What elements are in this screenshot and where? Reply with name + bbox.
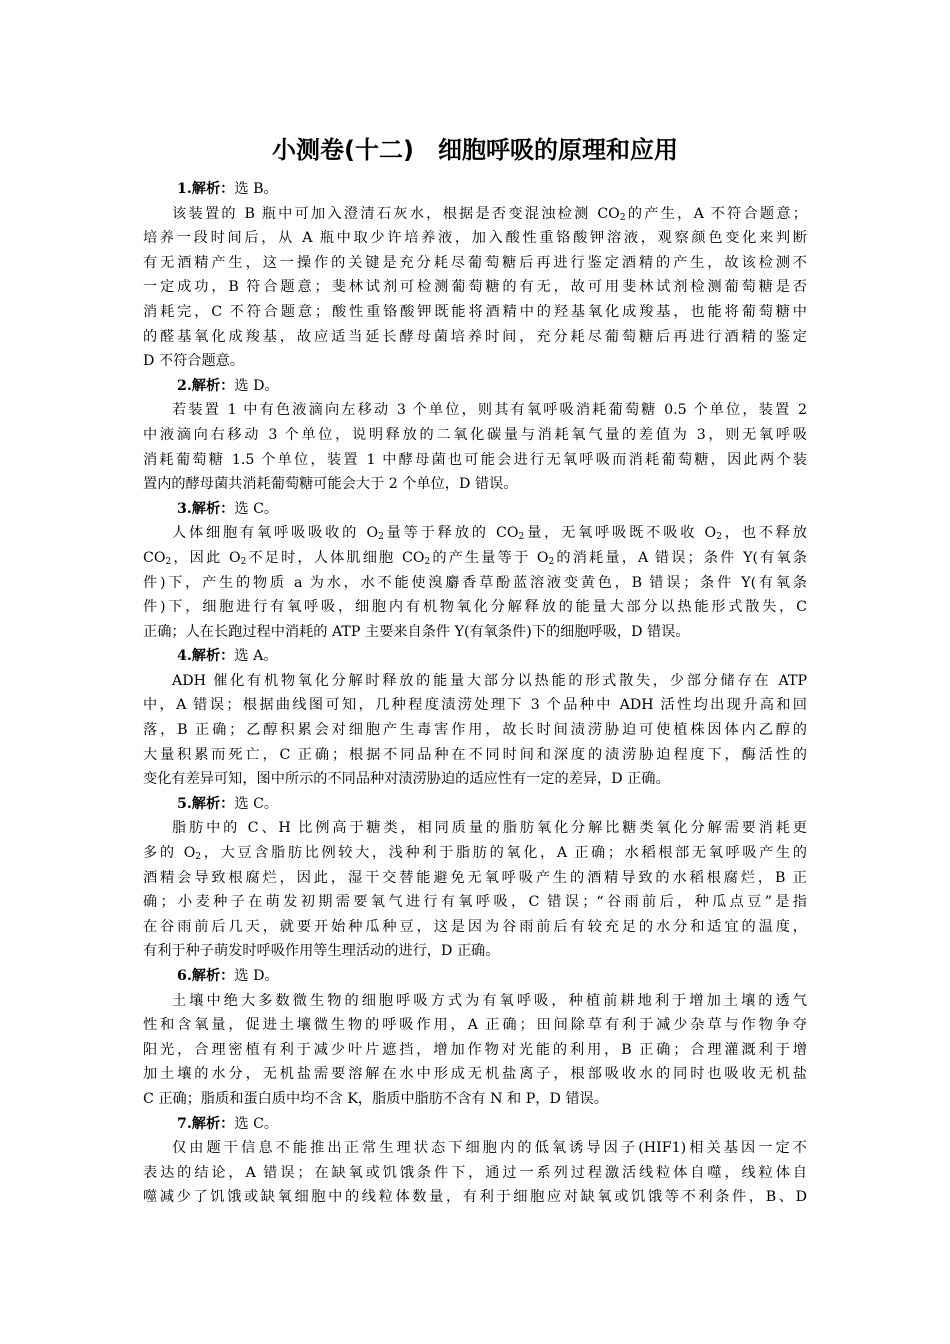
section-answer: 选 B。 — [234, 181, 278, 197]
paragraph-line: 的醛基氧化成羧基，故应适当延长酵母菌培养时间，充分耗尽葡萄糖后再进行酒精的鉴定 — [143, 328, 807, 345]
section-heading: 2.解析： — [177, 377, 235, 394]
answer-section — [143, 964, 807, 1112]
paragraph-line: 一定成功，B 符合题意；斐林试剂可检测葡萄糖的有无，故可用斐林试剂检测葡萄糖是否 — [143, 279, 807, 296]
section-heading-line — [143, 964, 807, 989]
paragraph-line: 酒精会导致根腐烂，因此，湿干交替能避免无氧呼吸产生的酒精导致的水稻根腐烂，B 正 — [143, 869, 807, 886]
section-heading-line — [143, 374, 807, 399]
section-answer: 选 C。 — [234, 1115, 279, 1132]
paragraph-line: 有利于种子萌发时呼吸作用等生理活动的进行，D 正确。 — [143, 943, 500, 960]
paragraph-line: 变化有差异可知，图中所示的不同品种对渍涝胁迫的适应性有一定的差异，D 正确。 — [143, 771, 670, 788]
paragraph-line: 消耗葡萄糖 1.5 个单位，装置 1 中酵母菌也可能会进行无氧呼吸而消耗葡萄糖，因此两个装 — [143, 451, 807, 468]
paragraph-line: 土壤中绝大多数微生物的细胞呼吸方式为有氧呼吸，种植前耕地利于增加土壤的透气 — [172, 992, 807, 1009]
paragraph-line: 有无酒精产生，这一操作的关键是充分耗尽葡萄糖后再进行鉴定酒精的产生，故该检测不 — [143, 254, 807, 271]
section-answer: 选 D。 — [234, 968, 279, 984]
answer-section — [143, 497, 807, 645]
paragraph-line: D 不符合题意。 — [143, 353, 245, 370]
paragraph-line: 若装置 1 中有色液滴向左移动 3 个单位，则其有氧呼吸消耗葡萄糖 0.5 个单位，装置 2 — [172, 402, 807, 419]
paragraph-line: 人体细胞有氧呼吸吸收的 $O_2$量等于释放的 $CO_2$量，无氧呼吸既不吸收 $O_2$，也不释放 — [172, 525, 807, 543]
paragraph-line: 置内的酵母菌共消耗葡萄糖可能会大于 2 个单位，D 错误。 — [143, 476, 518, 493]
answer-content — [143, 177, 807, 1210]
section-answer: 选 D。 — [234, 377, 279, 394]
section-heading-line — [143, 177, 807, 202]
paragraph-line: 多的 $O_2$，大豆含脂肪比例较大，浅种利于脂肪的氧化，A 正确；水稻根部无氧呼吸产生的 — [143, 845, 807, 863]
paragraph-line: 性和含氧量，促进土壤微生物的呼吸作用，A 正确；田间除草有利于减少杂草与作物争夺 — [143, 1017, 807, 1034]
paragraph-line: C 正确；脂质和蛋白质中均不含 K，脂质中脂肪不含有 N 和 P，D 错误。 — [143, 1090, 608, 1107]
paragraph-line: 仅由题干信息不能推出正常生理状态下细胞内的低氧诱导因子(HIF1)相关基因一定不 — [172, 1140, 807, 1157]
answer-section — [143, 1112, 807, 1210]
section-heading-line — [143, 497, 807, 522]
answer-section — [143, 374, 807, 497]
paragraph-line: 确；小麦种子在萌发初期需要氧气进行有氧呼吸，C 错误；“谷雨前后，种瓜点豆”是指 — [143, 894, 807, 911]
section-heading-line — [143, 1112, 807, 1137]
paragraph-line: 加土壤的水分，无机盐需要溶解在水中形成无机盐离子，根部吸收水的同时也吸收无机盐 — [143, 1066, 807, 1083]
section-heading: 3.解析： — [177, 500, 235, 517]
paragraph-line: 件)下，产生的物质 a 为水，水不能使溴麝香草酚蓝溶液变黄色，B 错误；条件 Y(有氧条 — [143, 574, 807, 591]
paragraph-line: 噬减少了饥饿或缺氧细胞中的线粒体数量，有利于细胞应对缺氧或饥饿等不利条件，B、D — [143, 1189, 807, 1206]
section-answer: 选 A。 — [234, 648, 278, 665]
paragraph-line: 中，A 错误；根据曲线图可知，几种程度渍涝处理下 3 个品种中 ADH 活性均出现升高和回 — [143, 697, 807, 714]
paragraph-line: 脂肪中的 C、H 比例高于糖类，相同质量的脂肪氧化分解比糖类氧化分解需要消耗更 — [172, 820, 807, 837]
answer-section — [143, 792, 807, 964]
section-heading-line — [143, 792, 807, 817]
answer-section — [143, 644, 807, 792]
section-answer: 选 C。 — [234, 795, 279, 812]
section-heading: 6.解析： — [177, 968, 235, 984]
section-heading: 5.解析： — [177, 795, 235, 812]
paragraph-line: 表达的结论，A 错误；在缺氧或饥饿条件下，通过一系列过程激活线粒体自噬，线粒体自 — [143, 1164, 807, 1181]
page-title: 小测卷(十二) 细胞呼吸的原理和应用 — [272, 136, 678, 164]
paragraph-line: 正确；人在长跑过程中消耗的 ATP 主要来自条件 Y(有氧条件)下的细胞呼吸，D 错误。 — [143, 623, 690, 640]
paragraph-line: $CO_2$，因此 $O_2$不足时，人体肌细胞 $CO_2$的产生量等于 $O_2$的消耗量，A 错误；条件 Y(有氧条 — [143, 549, 807, 567]
section-heading: 7.解析： — [177, 1115, 235, 1132]
paragraph-line: 消耗完，C 不符合题意；酸性重铬酸钾既能将酒精中的羟基氧化成羧基，也能将葡萄糖中 — [143, 303, 807, 320]
section-heading: 1.解析： — [177, 181, 235, 197]
paragraph-line: 件)下，细胞进行有氧呼吸，细胞内有机物氧化分解释放的能量大部分以热能形式散失，C — [143, 599, 807, 616]
paragraph-line: 落，B 正确；乙醇积累会对细胞产生毒害作用，故长时间渍涝胁迫可使植株因体内乙醇的 — [143, 722, 807, 739]
section-answer: 选 C。 — [234, 500, 279, 517]
paragraph-line: 阳光，合理密植有利于减少叶片遮挡，增加作物对光能的利用，B 正确；合理灌溉利于增 — [143, 1041, 807, 1058]
paragraph-line: 培养一段时间后，从 A 瓶中取少许培养液，加入酸性重铬酸钾溶液，观察颜色变化来判断 — [143, 230, 807, 247]
paragraph-line: ADH 催化有机物氧化分解时释放的能量大部分以热能的形式散失，少部分储存在 ATP — [172, 672, 807, 689]
section-heading: 4.解析： — [177, 648, 235, 665]
answer-section — [143, 177, 807, 374]
paragraph-line: 大量积累而死亡，C 正确；根据不同品种在不同时间和深度的渍涝胁迫程度下，酶活性的 — [143, 746, 807, 763]
section-heading-line — [143, 644, 807, 669]
paragraph-line: 在谷雨前后几天，就要开始种瓜种豆，这是因为谷雨前后有较充足的水分和适宜的温度， — [143, 918, 807, 935]
paragraph-line: 中液滴向右移动 3 个单位，说明释放的二氧化碳量与消耗氧气量的差值为 3，则无氧呼吸 — [143, 426, 807, 443]
paragraph-line: 该装置的 B 瓶中可加入澄清石灰水，根据是否变混浊检测 $CO_2$的产生，A 不符合题意； — [172, 205, 807, 223]
